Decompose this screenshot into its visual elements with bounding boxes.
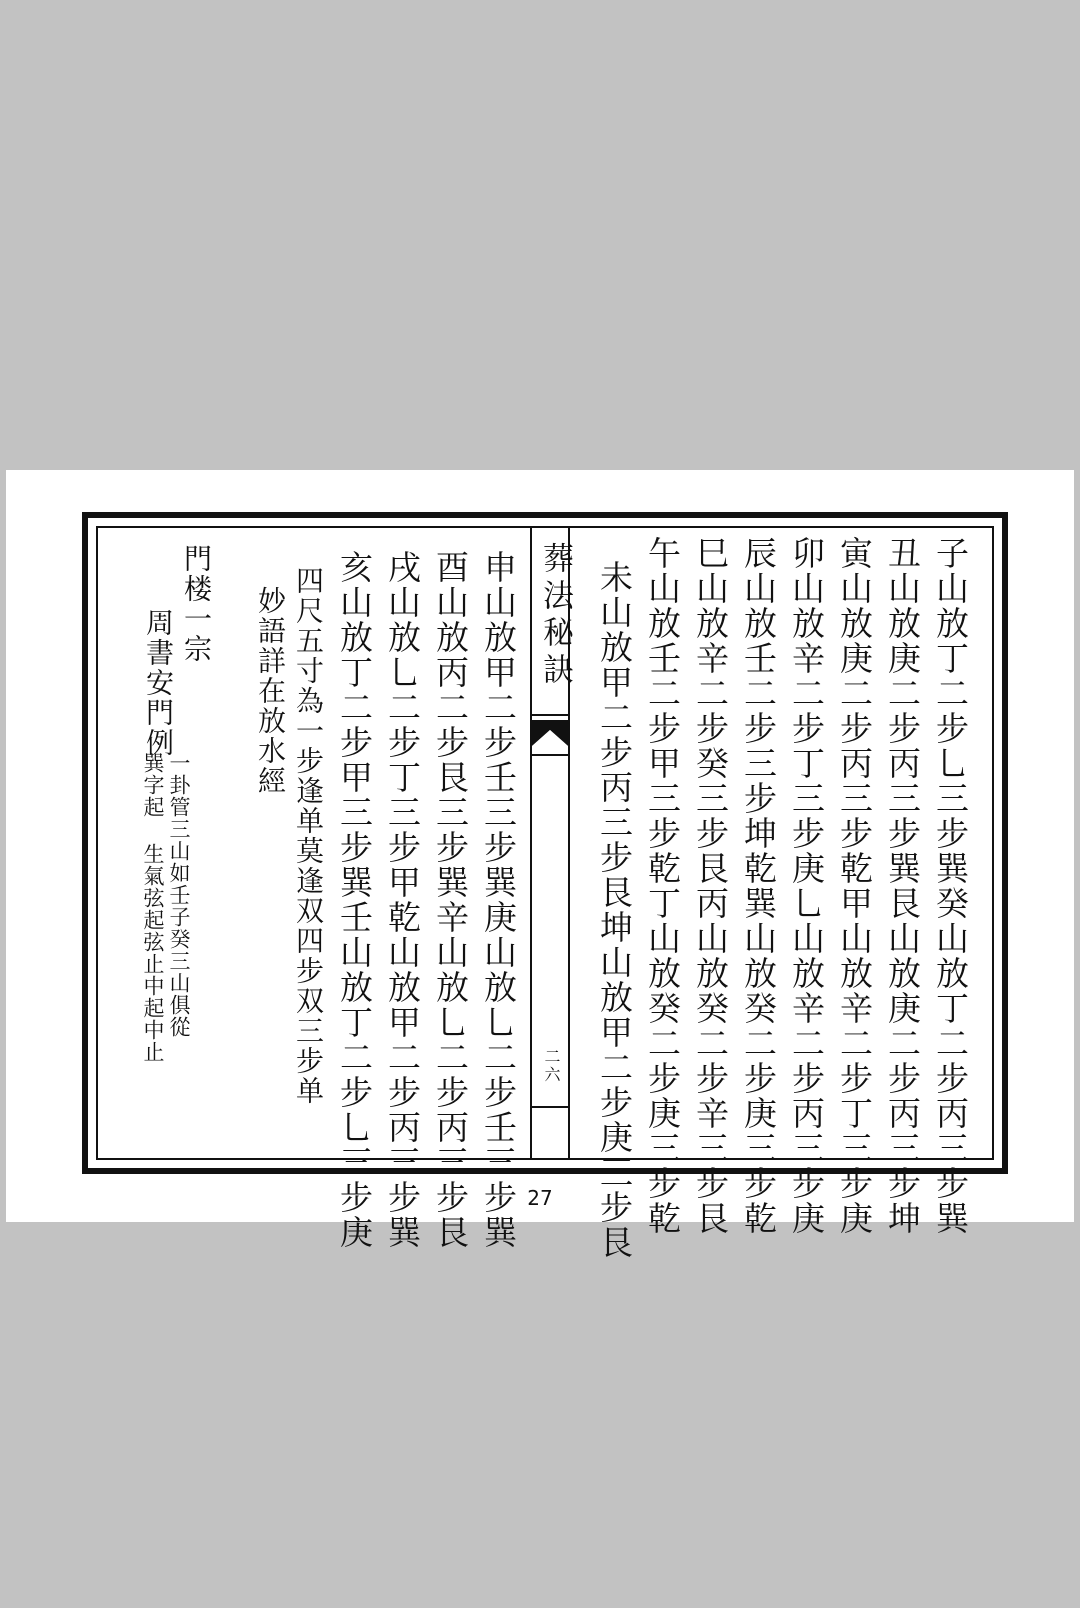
- left-column-3: 戌山放乚二步丁三步甲乾山放甲二步丙三步巽: [383, 550, 422, 1250]
- step-rule-note: 四尺五寸為一步逢单莫逢双四步双三步单: [292, 566, 325, 1106]
- folio-number: 二六: [542, 1048, 561, 1084]
- scanned-page: [6, 470, 1074, 1260]
- section-heading: 門楼一宗: [180, 544, 213, 664]
- book-title: 葬法秘訣: [537, 542, 573, 690]
- right-column-8: 未山放甲二步丙三步艮坤山放甲二步庚三步艮: [595, 560, 634, 1260]
- reference-note: 妙語詳在放水經: [254, 586, 287, 796]
- small-note-2: 巽字起 生氣弦起弦止中起中止: [141, 752, 165, 1063]
- gutter-rule-mid: [532, 754, 568, 756]
- sub-heading: 周書安門例: [142, 608, 175, 758]
- right-column-1: 子山放丁二步乚三步巽癸山放丁二步丙三步巽: [931, 536, 970, 1236]
- right-column-2: 丑山放庚二步丙三步巽艮山放庚二步丙三步坤: [883, 536, 922, 1236]
- right-column-5: 辰山放壬二步三步坤乾巽山放癸二步庚三步乾: [739, 536, 778, 1236]
- right-column-6: 巳山放辛二步癸三步艮丙山放癸二步辛三步艮: [691, 536, 730, 1236]
- left-column-4: 亥山放丁二步甲三步巽壬山放丁二步乚三步庚: [335, 550, 374, 1250]
- gutter-rule-bottom: [532, 1106, 568, 1108]
- small-note-1: 一卦管三山如壬子癸三山俱從: [167, 752, 191, 1038]
- right-column-7: 午山放壬二步甲三步乾丁山放癸二步庚三步乾: [643, 536, 682, 1236]
- right-column-3: 寅山放庚二步丙三步乾甲山放辛二步丁三步庚: [835, 536, 874, 1236]
- center-gutter: [530, 528, 573, 1158]
- left-column-2: 酉山放丙二步艮三步巽辛山放乚二步丙三步艮: [431, 550, 470, 1250]
- gutter-rule-top: [532, 714, 568, 716]
- left-column-1: 申山放甲二步壬三步巽庚山放乚二步壬三步巽: [479, 550, 518, 1250]
- page-number: 27: [527, 1186, 553, 1210]
- fishtail-mark-icon: [532, 720, 568, 748]
- right-column-4: 卯山放辛二步丁三步庚乚山放辛二步丙三步庚: [787, 536, 826, 1236]
